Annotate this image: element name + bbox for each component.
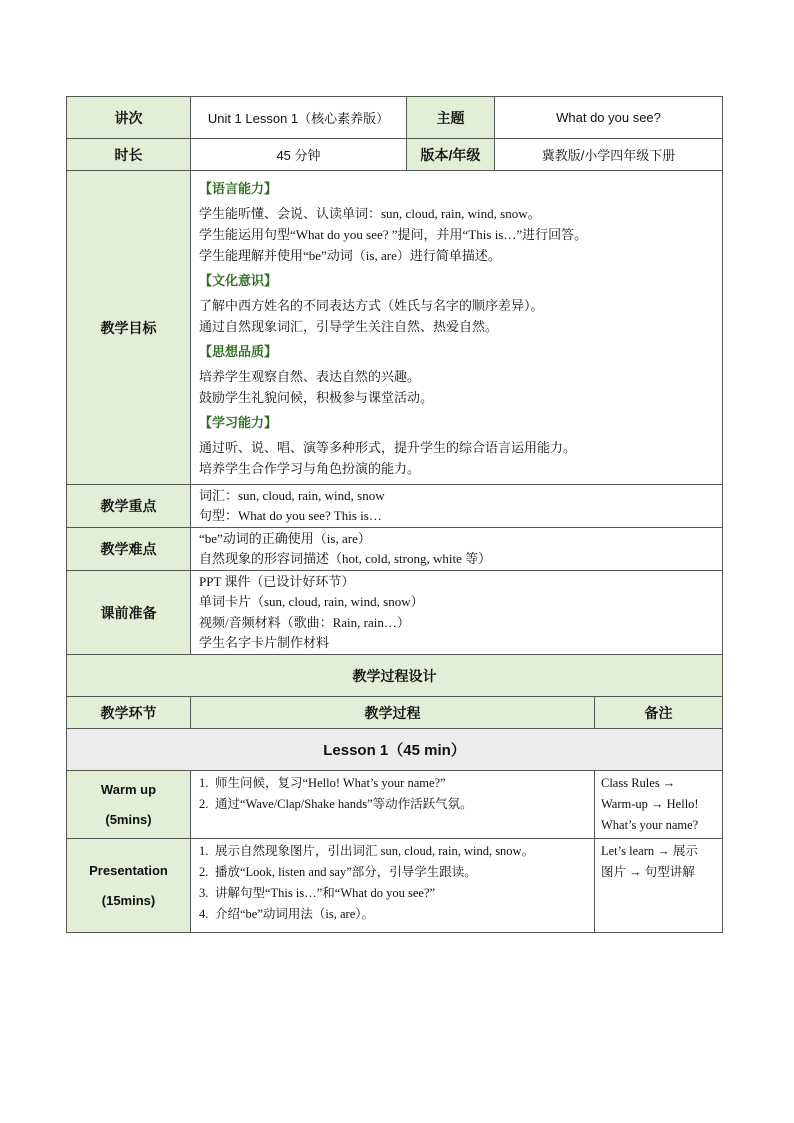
step-number: 4. <box>199 907 209 921</box>
objective-line: 学生能理解并使用“be”动词（is, are）进行简单描述。 <box>199 248 501 263</box>
stage-name: Warm up <box>100 781 157 797</box>
preparation-line: 视频/音频材料（歌曲：Rain, rain…） <box>199 614 410 630</box>
objective-line: 培养学生合作学习与角色扮演的能力。 <box>199 461 421 476</box>
objective-line: 通过自然现象词汇，引导学生关注自然、热爱自然。 <box>199 319 499 334</box>
section-title: 【文化意识】 <box>199 273 278 288</box>
edition-label: 版本/年级 <box>407 139 495 171</box>
topic-label: 主题 <box>407 97 495 139</box>
note-line: 图片 → 句型讲解 <box>601 865 695 879</box>
objective-line: 培养学生观察自然、表达自然的兴趣。 <box>199 369 421 384</box>
difficulty-line: 自然现象的形容词描述（hot, cold, strong, white 等） <box>199 551 492 566</box>
objective-line: 学生能听懂、会说、认读单词：sun, cloud, rain, wind, snow。 <box>199 206 541 221</box>
stage-warmup <box>67 771 191 839</box>
step-number: 3. <box>199 886 209 900</box>
process-banner: 教学过程设计 <box>67 655 723 697</box>
topic-value: What do you see? <box>495 97 723 139</box>
objective-section-learning <box>199 412 714 479</box>
lesson-plan-sheet <box>66 96 722 933</box>
step-text: 通过“Wave/Clap/Shake hands”等动作活跃气氛。 <box>215 797 473 811</box>
row-process-banner <box>67 655 723 697</box>
key-points-label: 教学重点 <box>67 485 191 528</box>
section-title: 【语言能力】 <box>199 181 278 196</box>
row-stage-presentation <box>67 839 723 933</box>
session-label: 讲次 <box>67 97 191 139</box>
preparation-line: PPT 课件（已设计好环节） <box>199 573 355 589</box>
step-number: 1. <box>199 776 209 790</box>
duration-value: 45 分钟 <box>191 139 407 171</box>
stage-presentation <box>67 839 191 933</box>
step-item <box>199 794 586 815</box>
row-key-points <box>67 485 723 528</box>
duration-label: 时长 <box>67 139 191 171</box>
session-value: Unit 1 Lesson 1（核心素养版） <box>191 97 407 139</box>
presentation-steps <box>191 839 595 933</box>
note-column-header: 备注 <box>595 697 723 729</box>
presentation-note <box>595 839 723 933</box>
key-points-content <box>191 485 723 528</box>
key-point-line: 词汇：sun, cloud, rain, wind, snow <box>199 488 385 503</box>
row-difficulties <box>67 528 723 571</box>
preparation-line: 学生名字卡片制作材料 <box>199 635 330 650</box>
step-item <box>199 904 586 925</box>
note-line: Warm-up → Hello! <box>601 797 699 811</box>
note-line: What’s your name? <box>601 818 699 832</box>
row-lesson-title <box>67 729 723 771</box>
lesson-title: Lesson 1（45 min） <box>67 729 723 771</box>
step-item <box>199 862 586 883</box>
row-stage-warmup <box>67 771 723 839</box>
difficulties-label: 教学难点 <box>67 528 191 571</box>
section-title: 【思想品质】 <box>199 344 278 359</box>
step-item <box>199 841 586 862</box>
step-text: 播放“Look, listen and say”部分，引导学生跟读。 <box>215 865 477 879</box>
difficulty-line: “be”动词的正确使用（is, are） <box>199 531 371 546</box>
step-text: 介绍“be”动词用法（is, are）。 <box>215 907 374 921</box>
row-process-header <box>67 697 723 729</box>
stage-time: (5mins) <box>105 811 152 827</box>
note-line: Let’s learn → 展示 <box>601 844 698 858</box>
warmup-note <box>595 771 723 839</box>
step-item <box>199 883 586 904</box>
stage-column-header: 教学环节 <box>67 697 191 729</box>
row-duration <box>67 139 723 171</box>
objective-line: 学生能运用句型“What do you see? ”提问，并用“This is…”进行回答。 <box>199 227 588 242</box>
warmup-steps <box>191 771 595 839</box>
step-item <box>199 773 586 794</box>
preparation-label: 课前准备 <box>67 571 191 655</box>
row-preparation <box>67 571 723 655</box>
step-number: 2. <box>199 865 209 879</box>
step-number: 1. <box>199 844 209 858</box>
stage-name: Presentation <box>89 862 168 878</box>
edition-value: 冀教版/小学四年级下册 <box>495 139 723 171</box>
objectives-content <box>191 171 723 485</box>
row-session <box>67 97 723 139</box>
row-objectives <box>67 171 723 485</box>
preparation-content <box>191 571 723 655</box>
process-column-header: 教学过程 <box>191 697 595 729</box>
step-text: 讲解句型“This is…”和“What do you see?” <box>215 886 436 900</box>
objective-line: 了解中西方姓名的不同表达方式（姓氏与名字的顺序差异）。 <box>199 298 544 313</box>
objectives-label: 教学目标 <box>67 171 191 485</box>
step-text: 展示自然现象图片，引出词汇 sun, cloud, rain, wind, snow。 <box>215 844 535 858</box>
objective-line: 通过听、说、唱、演等多种形式，提升学生的综合语言运用能力。 <box>199 440 577 455</box>
key-point-line: 句型：What do you see? This is… <box>199 508 382 523</box>
stage-time: (15mins) <box>101 892 156 908</box>
objective-line: 鼓励学生礼貌问候，积极参与课堂活动。 <box>199 390 434 405</box>
step-text: 师生问候，复习“Hello! What’s your name?” <box>215 776 446 790</box>
preparation-line: 单词卡片（sun, cloud, rain, wind, snow） <box>199 594 424 609</box>
note-line: Class Rules → <box>601 776 676 790</box>
difficulties-content <box>191 528 723 571</box>
objective-section-language <box>199 178 714 266</box>
section-title: 【学习能力】 <box>199 415 278 430</box>
objective-section-culture <box>199 270 714 337</box>
lesson-plan-table <box>66 96 723 933</box>
step-number: 2. <box>199 797 209 811</box>
objective-section-thinking <box>199 341 714 408</box>
